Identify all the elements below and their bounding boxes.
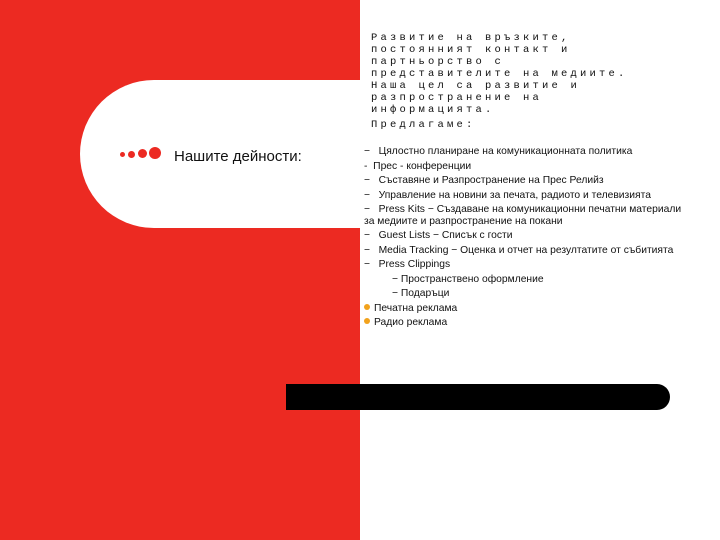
dot-large <box>138 149 147 158</box>
intro-line: партньорство с <box>371 56 505 68</box>
dash-marker: − <box>364 244 371 256</box>
list-item <box>364 303 684 315</box>
item-text: Подаръци <box>400 288 450 299</box>
item-text: Радио реклама <box>374 317 448 328</box>
dash-marker: − <box>364 189 371 201</box>
list-item <box>364 317 684 329</box>
item-text: Press Clippings <box>378 259 451 270</box>
item-text: Прес - конференции <box>373 160 472 172</box>
item-text: Press Kits − Създаване на комуникационни печатни материали за медиите и разпространение на покани <box>364 204 682 227</box>
dash-marker: − <box>364 146 371 157</box>
dash-marker: − <box>392 273 399 285</box>
bullet-dot-icon <box>364 318 370 324</box>
item-text: Цялостно планиране на комуникационната политика <box>378 146 633 157</box>
item-text: Пространствено оформление <box>400 273 544 285</box>
list-item <box>364 146 684 158</box>
list-item <box>364 161 684 173</box>
list-item <box>364 190 684 202</box>
dash-marker: − <box>392 288 399 299</box>
intro-line: разпространение на <box>371 92 543 104</box>
list-item <box>364 259 684 271</box>
intro-line: Наша цел са развитие и <box>371 80 581 92</box>
dot-medium <box>128 151 135 158</box>
dash-marker: − <box>364 175 371 186</box>
list-item <box>364 175 684 187</box>
list-item <box>364 288 684 300</box>
intro-line: информацията. <box>371 104 495 116</box>
activities-list <box>364 146 684 332</box>
dot-largest <box>149 147 161 159</box>
item-text: Media Tracking − Оценка и отчет на резултатите от събитията <box>378 244 674 256</box>
black-decorative-bar <box>286 384 670 410</box>
intro-line: постоянният контакт и <box>371 44 571 56</box>
intro-text <box>371 32 701 116</box>
list-item <box>364 204 684 227</box>
offer-heading: Предлагаме: <box>371 119 476 131</box>
list-item <box>364 230 684 242</box>
dash-marker: - <box>364 160 368 172</box>
dash-marker: − <box>364 230 371 241</box>
intro-line: представителите на медиите. <box>371 68 628 80</box>
dash-marker: − <box>364 204 371 215</box>
dot-small <box>120 152 125 157</box>
item-text: Управление на новини за печата, радиото и телевизията <box>378 189 651 201</box>
bullet-dot-icon <box>364 304 370 310</box>
item-text: Guest Lists − Списък с гости <box>378 230 513 241</box>
item-text: Печатна реклама <box>374 302 458 314</box>
dash-marker: − <box>364 259 371 270</box>
list-item <box>364 245 684 257</box>
section-title: Нашите дейности: <box>174 148 302 165</box>
intro-line: Развитие на връзките, <box>371 32 571 44</box>
item-text: Съставяне и Разпространение на Прес Релийз <box>378 175 604 186</box>
decorative-dots-icon <box>120 147 160 161</box>
list-item <box>364 274 684 286</box>
